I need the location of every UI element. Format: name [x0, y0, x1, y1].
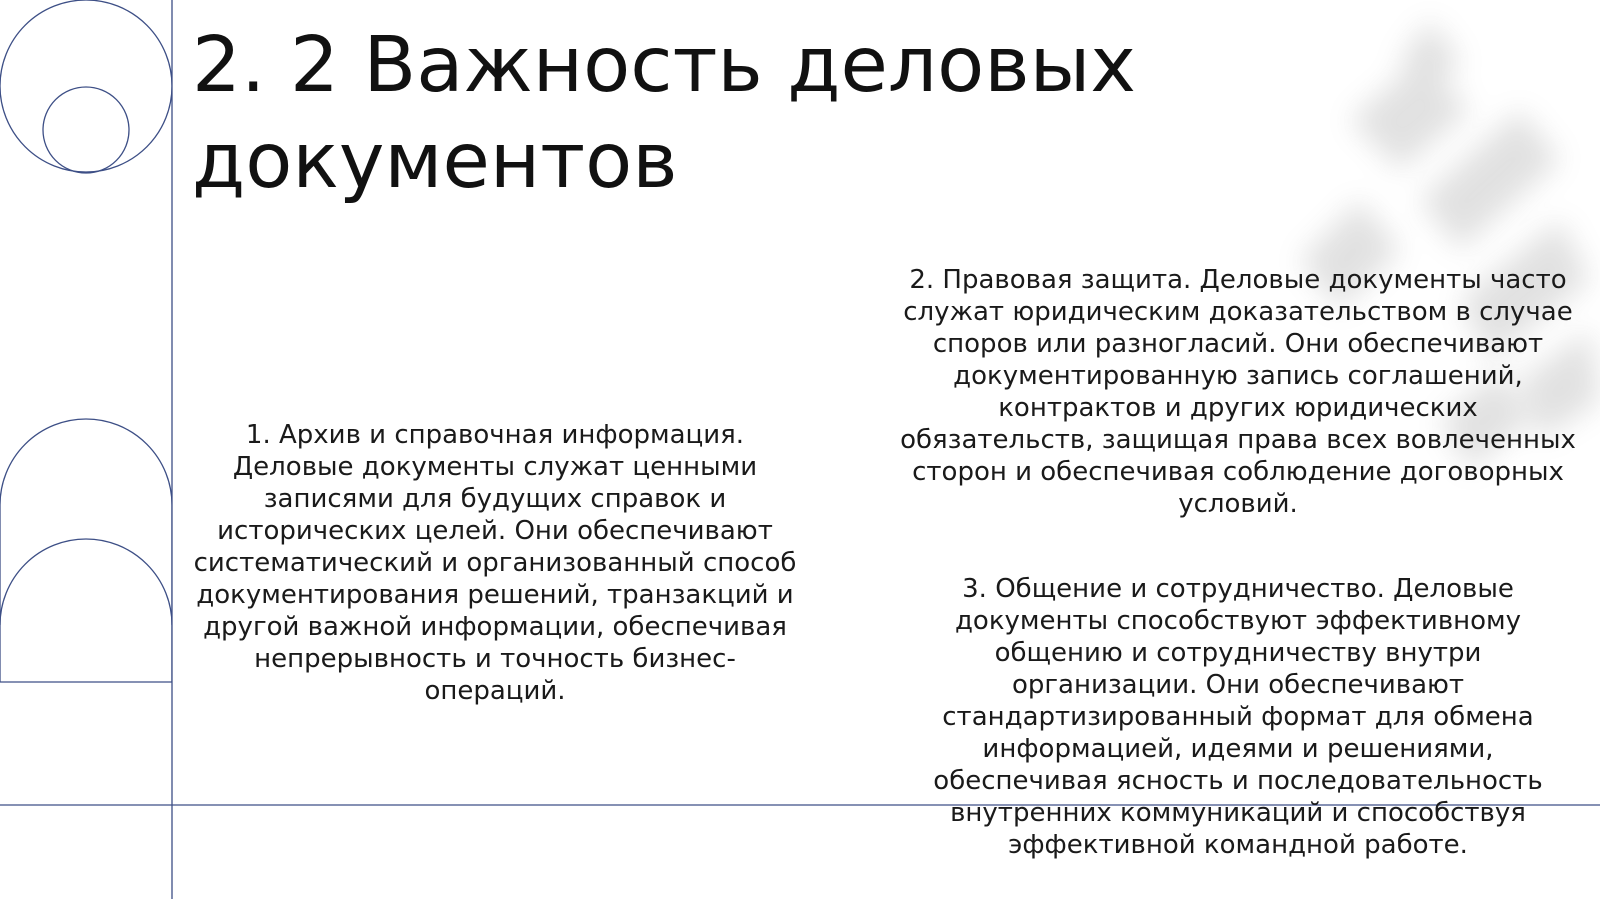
- slide-title: 2. 2 Важность деловых документов: [192, 21, 1136, 206]
- paragraph-archive: 1. Архив и справочная информация. Деловые документы служат ценными записями для будущих справок и исторических целей. Они обеспечивают систематический и организованный способ документирования решений, транзакций и другой важной информации, обеспечивая непрерывность и точность бизнес-операций.: [193, 420, 797, 706]
- paragraph-legal-protection: 2. Правовая защита. Деловые документы часто служат юридическим доказательством в случае споров или разногласий. Они обеспечивают документированную запись соглашений, контрактов и других юридических обязательств, защищая права всех вовлеченных сторон и обеспечивая соблюдение договорных условий.: [900, 265, 1576, 519]
- paragraph-communication: 3. Общение и сотрудничество. Деловые документы способствуют эффективному общению и сотрудничеству внутри организации. Они обеспечивают стандартизированный формат для обмена информацией, идеями и решениями, обеспечивая ясность и последовательность внутренних коммуникаций и способствуя эффективной командной работе.: [933, 574, 1543, 860]
